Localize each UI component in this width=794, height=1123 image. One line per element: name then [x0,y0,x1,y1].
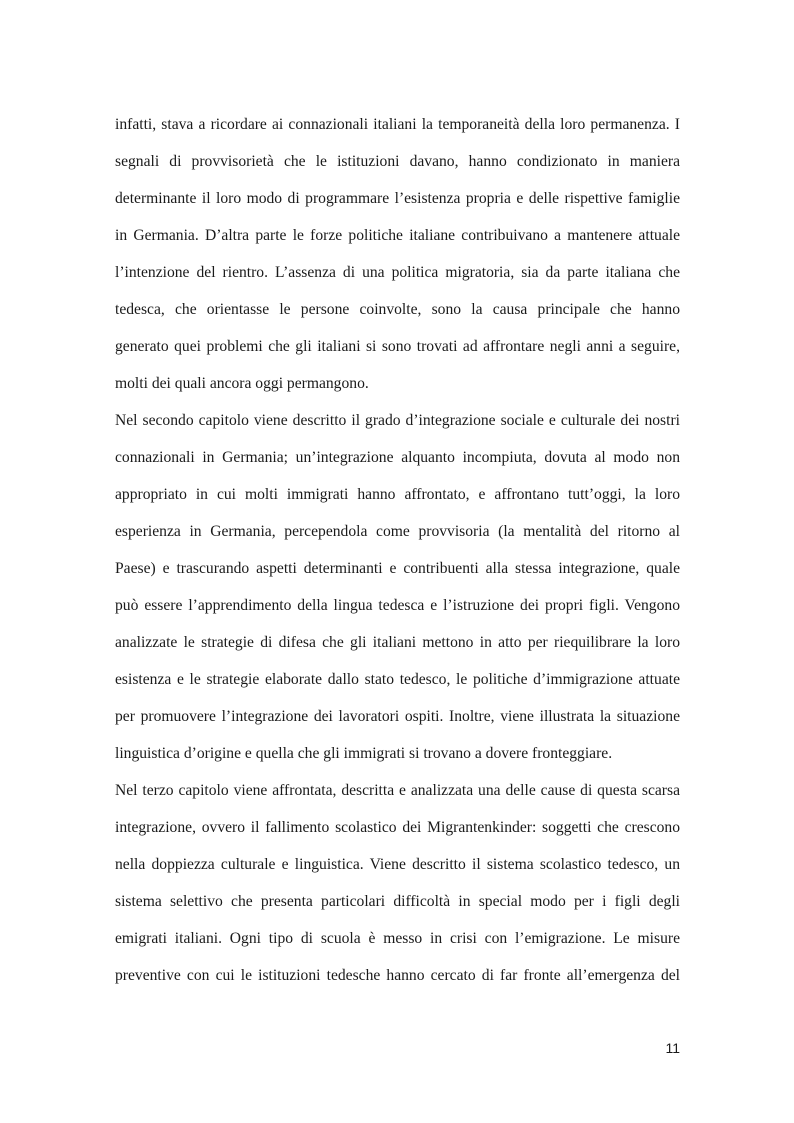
text-line: esistenza e le strategie elaborate dallo stato tedesco, le politiche d’immigrazione attuate [115,671,680,688]
text-line: linguistica d’origine e quella che gli immigrati si trovano a dovere fronteggiare. [115,745,613,762]
body-text [115,112,680,1000]
text-line: emigrati italiani. Ogni tipo di scuola è messo in crisi con l’emigrazione. Le misure [115,930,680,947]
text-line: preventive con cui le istituzioni tedesche hanno cercato di far fronte all’emergenza del [115,967,680,984]
text-line: può essere l’apprendimento della lingua tedesca e l’istruzione dei propri figli. Vengono [115,597,680,614]
text-line: infatti, stava a ricordare ai connazionali italiani la temporaneità della loro permanenza. I [115,116,680,133]
text-line: generato quei problemi che gli italiani si sono trovati ad affrontare negli anni a seguire, [115,338,680,355]
text-line: Nel secondo capitolo viene descritto il grado d’integrazione sociale e culturale dei nostri [115,412,680,429]
text-line: esperienza in Germania, percependola come provvisoria (la mentalità del ritorno al [115,523,680,540]
text-line: Paese) e trascurando aspetti determinanti e contribuenti alla stessa integrazione, quale [115,560,680,577]
text-line: integrazione, ovvero il fallimento scolastico dei Migrantenkinder: soggetti che crescono [115,819,680,836]
page-number: 11 [665,1040,680,1056]
text-line: connazionali in Germania; un’integrazione alquanto incompiuta, dovuta al modo non [115,449,680,466]
text-line: Nel terzo capitolo viene affrontata, descritta e analizzata una delle cause di questa scarsa [115,782,680,799]
text-line: tedesca, che orientasse le persone coinvolte, sono la causa principale che hanno [115,301,680,318]
text-line: l’intenzione del rientro. L’assenza di una politica migratoria, sia da parte italiana che [115,264,680,281]
text-line: sistema selettivo che presenta particolari difficoltà in special modo per i figli degli [115,893,680,910]
text-line: molti dei quali ancora oggi permangono. [115,375,369,392]
text-line: analizzate le strategie di difesa che gli italiani mettono in atto per riequilibrare la loro [115,634,680,651]
text-line: determinante il loro modo di programmare l’esistenza propria e delle rispettive famiglie [115,190,680,207]
text-line: in Germania. D’altra parte le forze politiche italiane contribuivano a mantenere attuale [115,227,680,244]
text-line: per promuovere l’integrazione dei lavoratori ospiti. Inoltre, viene illustrata la situazione [115,708,680,725]
text-line: segnali di provvisorietà che le istituzioni davano, hanno condizionato in maniera [115,153,680,170]
text-line: nella doppiezza culturale e linguistica. Viene descritto il sistema scolastico tedesco, un [115,856,680,873]
text-line: appropriato in cui molti immigrati hanno affrontato, e affrontano tutt’oggi, la loro [115,486,680,503]
